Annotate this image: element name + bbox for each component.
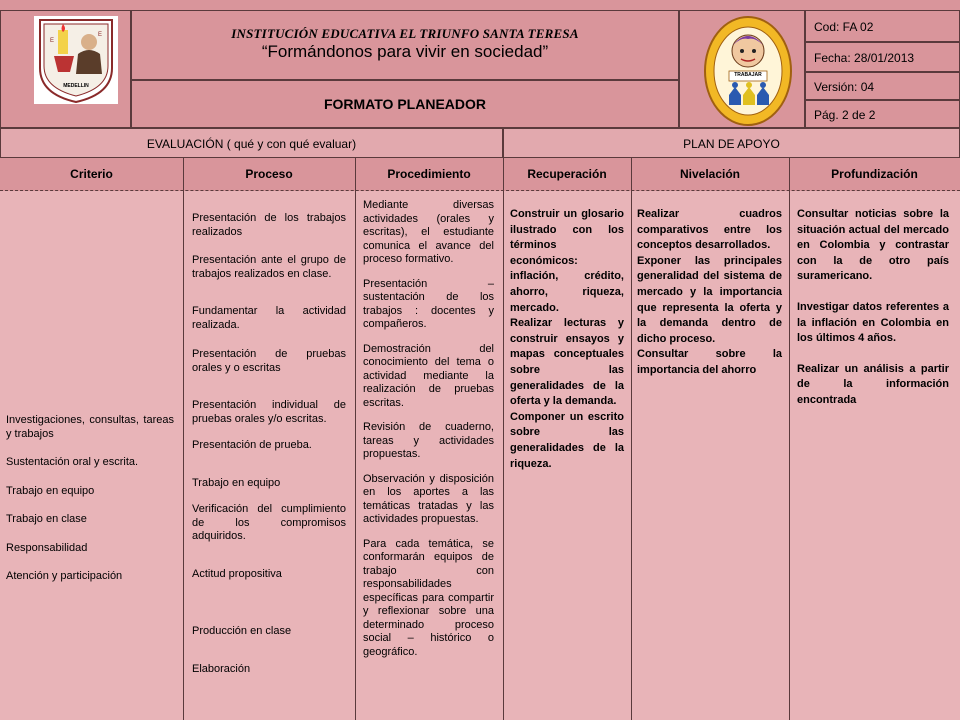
nivelacion-cell	[637, 207, 782, 379]
page-number-cell: Pág. 2 de 2	[805, 100, 960, 128]
seal-icon	[703, 15, 793, 127]
column-header-proceso: Proceso	[245, 167, 293, 181]
recuperacion-item: Componer un escrito sobre las generalidades de la riqueza.	[510, 410, 624, 470]
criterio-item: Atención y participación	[6, 570, 123, 582]
proceso-item: Presentación de pruebas orales y o escritas	[192, 348, 346, 374]
format-title: FORMATO PLANEADOR	[323, 96, 487, 112]
proceso-item: Producción en clase	[192, 625, 292, 637]
profundizacion-cell	[797, 207, 949, 409]
column-header-recuperacion: Recuperación	[527, 167, 607, 181]
procedimiento-item: Para cada temática, se conformarán equipos de trabajo con responsabilidades específicas para compartir y reflexionar sobre una determinado proceso social – histórico o geográfico.	[363, 537, 494, 658]
col-divider	[503, 128, 504, 720]
section-plan-de-apoyo: PLAN DE APOYO	[503, 128, 960, 158]
procedimiento-item: Mediante diversas actividades (orales y escritas), el estudiante comunica el avance del proceso formativo.	[363, 199, 494, 265]
col-divider	[631, 158, 632, 720]
proceso-item: Trabajo en equipo	[192, 476, 281, 489]
profundizacion-item: Investigar datos referentes a la inflación en Colombia en los últimos 4 años.	[797, 300, 949, 345]
right-logo-caption: TRABAJAR	[734, 72, 762, 78]
nivelacion-item: Realizar cuadros comparativos entre los conceptos desarrollados.	[637, 208, 782, 252]
criterio-cell	[6, 414, 174, 595]
proceso-item: Elaboración	[192, 662, 251, 675]
column-header-criterio: Criterio	[70, 167, 113, 181]
column-header-procedimiento: Procedimiento	[387, 167, 471, 181]
section-evaluacion: EVALUACIÓN ( qué y con qué evaluar)	[0, 128, 503, 158]
criterio-item: Trabajo en clase	[6, 513, 87, 525]
recuperacion-item: Construir un glosario ilustrado con los términos económicos: inflación, crédito, ahorro, riqueza, mercado.	[510, 208, 624, 314]
institution-shield-logo	[34, 16, 118, 104]
institution-motto: “Formándonos para vivir en sociedad”	[261, 42, 549, 61]
procedimiento-item: Observación y disposición en los aportes a las temáticas tratadas y las actividades propuestas.	[363, 472, 494, 525]
svg-text:E: E	[98, 32, 103, 38]
col-divider	[355, 158, 356, 720]
col-divider	[789, 158, 790, 720]
institution-name: INSTITUCIÓN EDUCATIVA EL TRIUNFO SANTA TERESA	[231, 26, 579, 41]
school-seal-logo	[703, 15, 793, 127]
left-logo-caption: MEDELLIN	[63, 83, 89, 89]
date-cell: Fecha: 28/01/2013	[805, 42, 960, 72]
procedimiento-cell	[363, 199, 494, 720]
shield-icon	[34, 16, 118, 104]
column-header-profundizacion: Profundización	[831, 167, 918, 181]
procedimiento-item: Revisión de cuaderno, tareas y actividades propuestas.	[363, 421, 494, 460]
proceso-item: Presentación ante el grupo de trabajos realizados en clase.	[192, 254, 346, 280]
proceso-item: Fundamentar la actividad realizada.	[192, 305, 346, 331]
proceso-item: Presentación de los trabajos realizados	[192, 212, 346, 238]
nivelacion-item: Exponer las principales generalidad del sistema de mercado y la importancia que representa la oferta y la demanda dentro de dicho proceso.	[637, 254, 782, 345]
profundizacion-item: Consultar noticias sobre la situación actual del mercado en Colombia y contrastar con la de otro país suramericano.	[797, 208, 949, 283]
proceso-item: Presentación individual de pruebas orales y/o escritas.	[192, 399, 346, 425]
procedimiento-item: Presentación – sustentación de los trabajos : docentes y compañeros.	[363, 277, 494, 330]
nivelacion-item: Consultar sobre la importancia del ahorro	[637, 348, 782, 376]
svg-text:E: E	[50, 38, 55, 44]
proceso-item: Verificación del cumplimiento de los compromisos adquiridos.	[192, 503, 346, 542]
column-header-nivelacion: Nivelación	[679, 167, 741, 181]
criterio-item: Responsabilidad	[6, 541, 88, 554]
proceso-item: Actitud propositiva	[192, 567, 282, 580]
proceso-cell	[192, 212, 346, 720]
criterio-item: Investigaciones, consultas, tareas y trabajos	[6, 414, 174, 440]
col-divider	[183, 158, 184, 720]
profundizacion-item: Realizar un análisis a partir de la información encontrada	[797, 362, 949, 406]
proceso-item: Presentación de prueba.	[192, 439, 312, 451]
criterio-item: Trabajo en equipo	[6, 484, 95, 497]
criterio-item: Sustentación oral y escrita.	[6, 456, 139, 468]
procedimiento-item: Demostración del conocimiento del tema o actividad mediante la realización de pruebas escritas.	[363, 342, 494, 409]
version-cell: Versión: 04	[805, 72, 960, 100]
recuperacion-item: Realizar lecturas y construir ensayos y mapas conceptuales sobre las generalidades de la oferta y la demanda.	[510, 317, 624, 408]
recuperacion-cell	[510, 207, 624, 472]
code-cell: Cod: FA 02	[805, 10, 960, 42]
